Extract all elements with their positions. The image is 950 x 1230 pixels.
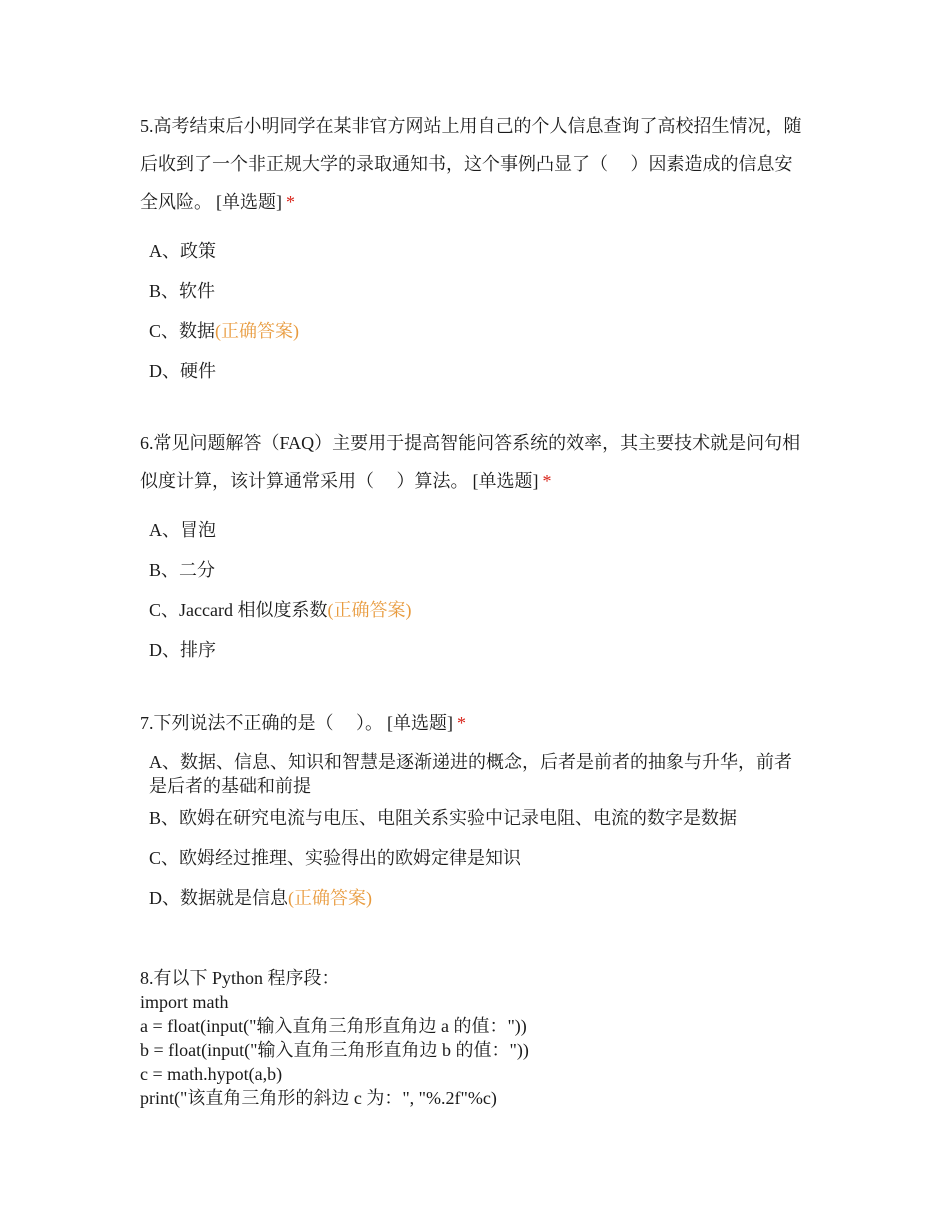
option-b[interactable]: B、欧姆在研究电流与电压、电阻关系实验中记录电阻、电流的数字是数据 bbox=[149, 808, 738, 828]
option-b[interactable]: B、二分 bbox=[149, 560, 216, 580]
correct-answer-note: (正确答案) bbox=[288, 888, 372, 908]
question-5 bbox=[140, 107, 810, 383]
option-a[interactable]: A、冒泡 bbox=[149, 520, 216, 540]
option-d[interactable]: D、排序 bbox=[149, 640, 216, 660]
code-line: print("该直角三角形的斜边 c 为：", "%.2f"%c) bbox=[140, 1088, 497, 1108]
question-8-title: 8.有以下 Python 程序段： bbox=[140, 968, 340, 988]
question-8 bbox=[140, 966, 810, 1110]
question-type-tag: [单选题] bbox=[216, 192, 282, 212]
correct-answer-note: (正确答案) bbox=[215, 321, 300, 341]
code-line: b = float(input("输入直角三角形直角边 b 的值：")) bbox=[140, 1040, 529, 1060]
question-7 bbox=[140, 704, 810, 910]
option-list bbox=[140, 750, 810, 910]
option-a[interactable]: A、数据、信息、知识和智慧是逐渐递进的概念，后者是前者的抽象与升华，前者是后者的基础和前提 bbox=[149, 752, 792, 796]
required-asterisk: * bbox=[457, 713, 466, 733]
question-title bbox=[140, 704, 810, 742]
code-line: c = math.hypot(a,b) bbox=[140, 1064, 283, 1084]
required-asterisk: * bbox=[542, 471, 552, 491]
option-list bbox=[140, 239, 810, 383]
option-c[interactable]: C、欧姆经过推理、实验得出的欧姆定律是知识 bbox=[149, 848, 522, 868]
question-6 bbox=[140, 424, 810, 662]
option-c[interactable]: C、Jaccard 相似度系数(正确答案) bbox=[149, 600, 412, 620]
question-text: 6.常见问题解答（FAQ）主要用于提高智能问答系统的效率，其主要技术就是问句相似度计算，该计算通常采用（ ）算法。 bbox=[140, 433, 801, 491]
correct-answer-note: (正确答案) bbox=[327, 600, 412, 620]
question-text: 5.高考结束后小明同学在某非官方网站上用自己的个人信息查询了高校招生情况，随后收到了一个非正规大学的录取通知书，这个事例凸显了（ ）因素造成的信息安全风险。 bbox=[140, 116, 802, 212]
question-text: 7.下列说法不正确的是（ ）。 bbox=[140, 713, 383, 733]
question-title bbox=[140, 107, 810, 221]
required-asterisk: * bbox=[286, 192, 295, 212]
question-type-tag: [单选题] bbox=[472, 471, 539, 491]
option-b[interactable]: B、软件 bbox=[149, 281, 216, 301]
option-d[interactable]: D、数据就是信息(正确答案) bbox=[149, 888, 372, 908]
option-c[interactable]: C、数据(正确答案) bbox=[149, 321, 300, 341]
option-list bbox=[140, 518, 810, 662]
question-type-tag: [单选题] bbox=[387, 713, 453, 733]
code-line: a = float(input("输入直角三角形直角边 a 的值：")) bbox=[140, 1016, 527, 1036]
option-d[interactable]: D、硬件 bbox=[149, 361, 216, 381]
code-line: import math bbox=[140, 992, 229, 1012]
option-a[interactable]: A、政策 bbox=[149, 241, 216, 261]
question-title bbox=[140, 424, 810, 500]
